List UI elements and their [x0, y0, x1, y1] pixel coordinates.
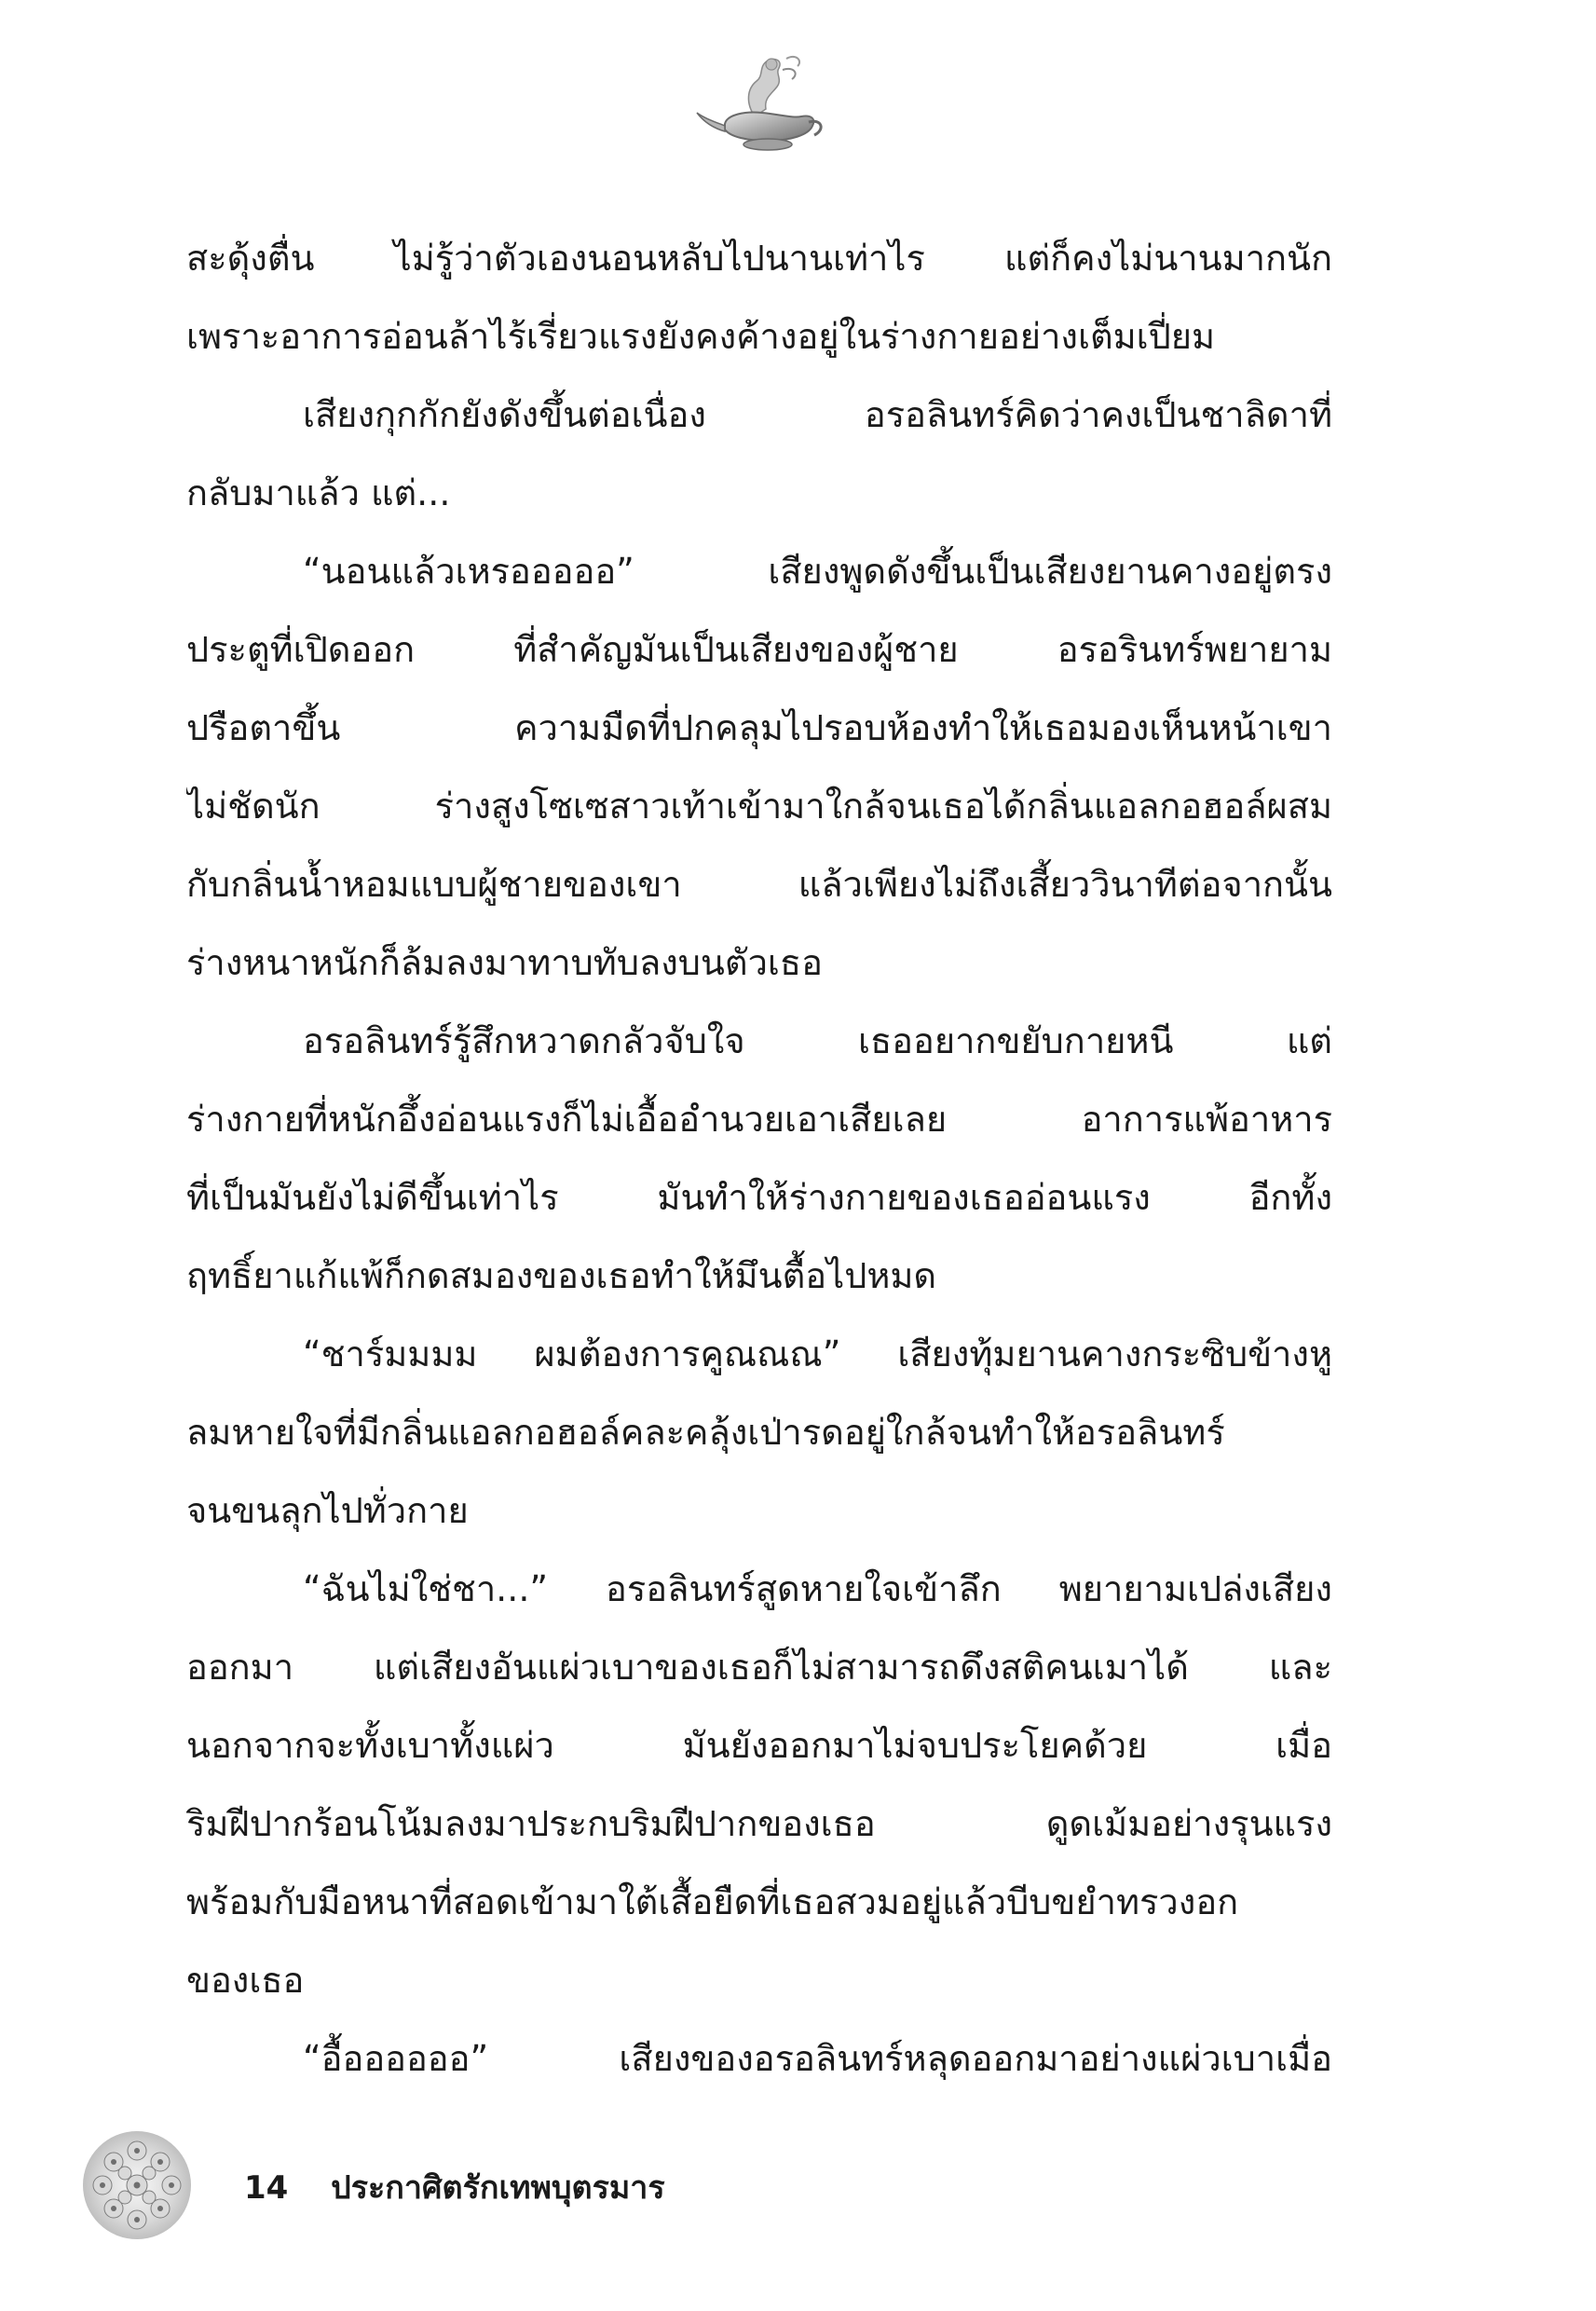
paragraph-start-line: “ชาร์มมมม ผมต้องการคูณณณ” เสียงทุ้มยานคางกระซิบข้างหู [303, 1333, 1332, 1374]
text-line: ออกมา แต่เสียงอันแผ่วเบาของเธอก็ไม่สามารถดึงสติคนเมาได้ และ [186, 1647, 1332, 1688]
text-line: สะดุ้งตื่น ไม่รู้ว่าตัวเองนอนหลับไปนานเท่าไร แต่ก็คงไม่นานมากนัก [186, 238, 1332, 279]
text-line: กับกลิ่นน้ำหอมแบบผู้ชายของเขา แล้วเพียงไม่ถึงเสี้ยววินาทีต่อจากนั้น [186, 864, 1332, 905]
text-line: ประตูที่เปิดออก ที่สำคัญมันเป็นเสียงของผู้ชาย อรอรินทร์พยายาม [186, 629, 1332, 670]
text-line: พร้อมกับมือหนาที่สอดเข้ามาใต้เสื้อยืดที่เธอสวมอยู่แล้วบีบขยำทรวงอก [186, 1881, 1239, 1922]
text-line: ไม่ชัดนัก ร่างสูงโซเซสาวเท้าเข้ามาใกล้จนเธอได้กลิ่นแอลกอฮอล์ผสม [186, 786, 1332, 827]
text-line: ที่เป็นมันยังไม่ดีขึ้นเท่าไร มันทำให้ร่างกายของเธออ่อนแรง อีกทั้ง [186, 1177, 1332, 1218]
text-line: เพราะอาการอ่อนล้าไร้เรี่ยวแรงยังคงค้างอยู่ในร่างกายอย่างเต็มเปี่ยม [186, 316, 1216, 357]
text-line: ร่างกายที่หนักอึ้งอ่อนแรงก็ไม่เอื้ออำนวยเอาเสียเลย อาการแพ้อาหาร [186, 1099, 1332, 1140]
text-line: นอกจากจะทั้งเบาทั้งแผ่ว มันยังออกมาไม่จบประโยคด้วย เมื่อ [186, 1725, 1332, 1766]
paragraph-start-line: เสียงกุกกักยังดังขึ้นต่อเนื่อง อรอลินทร์คิดว่าคงเป็นชาลิดาที่ [303, 394, 1332, 435]
paragraph-start-line: “ฉันไม่ใช่ชา...” อรอลินทร์สูดหายใจเข้าลึก พยายามเปล่งเสียง [303, 1568, 1332, 1609]
magic-lamp-genie-icon [689, 51, 829, 163]
text-line: ร่างหนาหนักก็ล้มลงมาทาบทับลงบนตัวเธอ [186, 942, 823, 983]
paragraph-start-line: อรอลินทร์รู้สึกหวาดกลัวจับใจ เธออยากขยับกายหนี แต่ [303, 1020, 1332, 1061]
text-line: ปรือตาขึ้น ความมืดที่ปกคลุมไปรอบห้องทำให้เธอมองเห็นหน้าเขา [186, 707, 1332, 748]
document-body [186, 219, 1332, 2083]
book-title: ประกาศิตรักเทพบุตรมาร [331, 2169, 665, 2207]
text-line: จนขนลุกไปทั่วกาย [186, 1490, 469, 1531]
text-line: ของเธอ [186, 1960, 305, 2001]
page-number: 14 [244, 2169, 289, 2207]
text-line: กลับมาแล้ว แต่... [186, 472, 451, 513]
text-line: ฤทธิ์ยาแก้แพ้ก็กดสมองของเธอทำให้มึนตื้อไปหมด [186, 1255, 937, 1296]
flower-cluster-icon [76, 2125, 198, 2246]
text-line: ลมหายใจที่มีกลิ่นแอลกอฮอล์คละคลุ้งเป่ารดอยู่ใกล้จนทำให้อรอลินทร์ [186, 1412, 1225, 1453]
page-footer [244, 2160, 665, 2216]
paragraph-start-line: “อื้ออออออ” เสียงของอรอลินทร์หลุดออกมาอย่างแผ่วเบาเมื่อ [303, 2038, 1332, 2079]
paragraph-start-line: “นอนแล้วเหรอออออ” เสียงพูดดังขึ้นเป็นเสียงยานคางอยู่ตรง [303, 551, 1332, 592]
text-line: ริมฝีปากร้อนโน้มลงมาประกบริมฝีปากของเธอ ดูดเม้มอย่างรุนแรง [186, 1803, 1332, 1844]
